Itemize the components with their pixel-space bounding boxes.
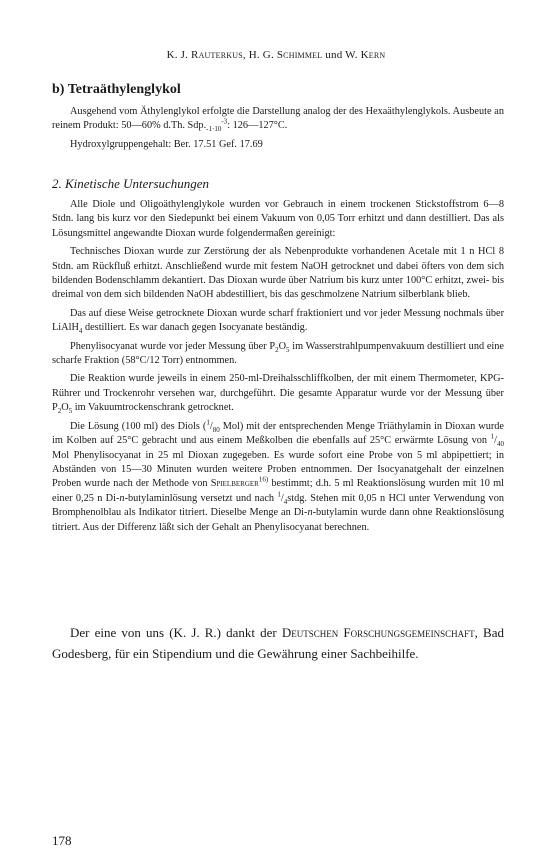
text: im Wasserstrahlpumpenvakuum destilliert und eine scharfe Fraktion (58°C/12 Torr) entnommen.	[52, 340, 504, 367]
text: Das auf diese Weise getrocknete Dioxan wurde scharf fraktioniert und vor jeder Messung nochmals über LiAlH	[52, 307, 504, 334]
section-heading-2: 2. Kinetische Untersuchungen	[52, 176, 210, 191]
text: bestimmt; d.h. 5 ml Reaktionslösung wurden mit 10 ml einer 0,25 n Di-	[52, 478, 504, 504]
section-b-body	[52, 105, 504, 152]
italic-n: n	[119, 492, 125, 504]
header-text: und W.	[322, 49, 361, 61]
header-text: K. J.	[166, 49, 192, 61]
paragraph: Technisches Dioxan wurde zur Zerstörung der als Nebenprodukte vorhandenen Acetale mit 1 n HCl 8 Stdn. am Rückfluß erhitzt. Anschließend wurde mit festem NaOH getrocknet und dabei öfters von dem sich bildenden Bodenschlamm dekantiert. Das Dioxan wurde über Natrium bis kurz unter 100°C erhitzt, zwei- bis dreimal von dem sich bildenden NaOH abdestilliert, bis das geschmolzene Natrium silberblank blieb.	[52, 246, 504, 301]
paragraph: Die Lösung (100 ml) des Diols ($^1/_{80}$ Mol) mit der entsprechenden Menge Triäthylamin in Dioxan wurde im Kolben auf 25°C gebracht und aus einem Meßkolben die ebenfalls auf 25°C erwärmte Lösung von $^1/_{40}$ Mol Phenylisocyanat in 25 ml Dioxan zugegeben. Es wurde sofort eine Probe von 5 ml abpipettiert; in Abständen von 15—30 Minuten wurden weitere Proben entnommen. Der Isocyanatgehalt der einzelnen Proben wurde nach der Methode von Spielberger$^{16)}$ bestimmt; d.h. 5 ml Reaktionslösung wurden mit 10 ml einer 0,25 n Di-n-butylaminlösung versetzt und nach $^1/_4stdg$. Stehen mit 0,05 n HCl unter Verwendung von Bromphenolblau als Indikator titriert. Dieselbe Menge an Di-n-butylamin wurde dann ohne Reaktionslösung titriert. Aus der Differenz läßt sich der Gehalt an Phenylisocyanat berechnen.	[52, 418, 504, 533]
text: Mol Phenylisocyanat in 25 ml Dioxan zugegeben. Es wurde sofort eine Probe von 5 ml abpipettiert; in Abständen von 15—30 Minuten wurden weitere Proben entnommen. Der Isocyanatgehalt der einzelnen Proben wurde nach der Methode von	[52, 449, 504, 490]
reference-marker[interactable]: 16)	[258, 475, 269, 484]
subscript: 2	[57, 407, 62, 416]
fraction-denominator: 4	[283, 497, 288, 506]
paragraph	[52, 372, 504, 415]
fraction-denominator: 80	[212, 425, 220, 434]
fraction-numerator: 1	[206, 418, 210, 427]
paragraph: Alle Diole und Oligoäthylenglykole wurden vor Gebrauch in einem trockenen Stickstoffstrom 6—8 Stdn. lang bis kurz vor den Siedepunkt bei einem Vakuum von 0,05 Torr erhitzt und dann destilliert. Das als Lösungsmittel angewandte Dioxan wurde folgendermaßen gereinigt:	[52, 199, 504, 239]
fraction-denominator: 40	[497, 440, 504, 449]
running-header	[0, 49, 552, 61]
text: : 126—127°C.	[227, 120, 288, 132]
subscript: -1·10	[206, 125, 222, 134]
text: O	[278, 340, 287, 352]
paragraph	[52, 340, 504, 369]
text: stdg. Stehen mit 0,05 n HCl unter Verwendung von Bromphenolblau als Indikator titriert. Dieselbe Menge an Di-	[52, 492, 504, 519]
paragraph: Hydroxylgruppengehalt: Ber. 17.51 Gef. 17.69	[70, 138, 263, 150]
italic-n: n	[307, 507, 313, 519]
text: im Vakuumtrockenschrank getrocknet.	[72, 402, 234, 414]
author-name: Spielberger	[210, 478, 259, 490]
subscript: 5	[68, 407, 73, 416]
acknowledgement-text	[52, 623, 504, 664]
subscript: 5	[286, 345, 290, 354]
paragraph	[52, 307, 504, 336]
text: destilliert. Es war danach gegen Isocyanate beständig.	[82, 322, 308, 334]
text: -butylaminlösung versetzt und nach	[124, 492, 278, 504]
organization-name: Deutschen Forschungsgemeinschaft	[281, 625, 475, 640]
text: Ausgehend vom Äthylenglykol erfolgte die Darstellung analog der des Hexaäthylenglykols. Ausbeute an reinem Produkt: 50—60% d.Th. Sdp.	[52, 106, 504, 132]
text: -butylamin wurde dann ohne Reaktionslösung titriert. Aus der Differenz läßt sich der Gehalt an Phenylisocyanat berechnen.	[52, 507, 504, 533]
header-author: Kern	[360, 49, 386, 61]
text: Mol) mit der entsprechenden Menge Triäthylamin in Dioxan wurde im Kolben auf 25°C gebracht und aus einem Meßkolben die ebenfalls auf 25°C erwärmte Lösung von	[52, 420, 504, 447]
section-2-body	[52, 198, 504, 535]
text: Phenylisocyanat wurde vor jeder Messung über P	[70, 340, 276, 352]
text: O	[61, 402, 69, 414]
section-heading-b: b) Tetraäthylenglykol	[52, 82, 181, 97]
text: Die Lösung (100 ml) des Diols (	[70, 420, 207, 432]
text: Der eine von uns (K. J. R.) dankt der	[70, 625, 282, 640]
header-author: Rauterkus	[191, 49, 243, 61]
page-number: 178	[52, 833, 72, 848]
text: Die Reaktion wurde jeweils in einem 250-ml-Dreihalsschliffkolben, der mit einem Thermometer, KPG-Rührer und Trockenrohr versehen war, durchgeführt. Die gesamte Apparatur wurde vor der Messung über P	[52, 373, 504, 414]
paragraph	[52, 105, 504, 134]
subscript: 4	[78, 327, 83, 336]
superscript: -3	[221, 117, 228, 126]
header-text: , H. G.	[242, 49, 277, 61]
acknowledgement	[52, 623, 504, 664]
text: , Bad Godesberg, für ein Stipendium und die Gewährung einer Sachbeihilfe.	[52, 625, 504, 661]
subscript: 2	[275, 345, 279, 354]
fraction-numerator: 1	[277, 490, 281, 499]
header-author: Schimmel	[276, 49, 323, 61]
fraction-numerator: 1	[490, 432, 495, 441]
